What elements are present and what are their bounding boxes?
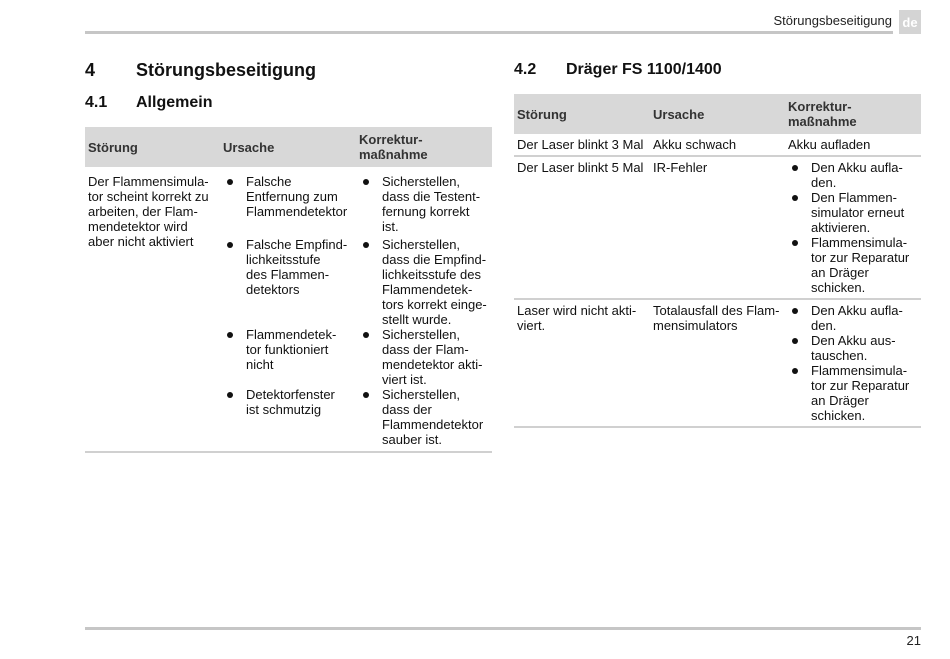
cause-cell [220,327,356,387]
remedy-item: Den Flammen- simulator erneut aktivieren. [788,190,918,235]
column-header-remedy: Korrektur- maßnahme [785,94,921,134]
troubleshooting-table-fs1100 [514,94,921,428]
table-row [85,167,492,237]
remedy-cell: Akku aufladen [788,137,871,152]
cause-item: Falsche Empfind- lichkeitsstufe des Flammen- detektors [223,237,353,297]
section-number: 4 [85,60,96,80]
cause-cell [220,167,356,237]
remedy-cell [356,237,492,327]
remedy-item: Sicherstellen, dass der Flam- mendetektor akti- viert ist. [359,327,489,387]
table-header-row [85,127,492,167]
table-row [514,134,921,156]
section-number: 4.1 [85,94,108,111]
section-title: Allgemein [136,94,213,111]
header-rule [85,31,893,34]
remedy-cell [356,327,492,387]
section-title: Dräger FS 1100/1400 [566,61,722,78]
footer-rule [85,627,921,630]
table-header-row [514,94,921,134]
cause-item: Detektorfenster ist schmutzig [223,387,353,417]
remedy-cell [785,156,921,299]
problem-cell: Der Laser blinkt 5 Mal [517,160,644,175]
cause-cell [220,387,356,452]
language-badge: de [899,10,921,34]
table-row [514,156,921,299]
cause-item: Falsche Entfernung zum Flammendetektor [223,174,353,219]
remedy-item: Sicherstellen, dass der Flammendetektor sauber ist. [359,387,489,447]
section-4-2-heading [514,61,934,83]
remedy-item: Den Akku aufla- den. [788,160,918,190]
section-number: 4.2 [514,61,537,78]
column-header-remedy: Korrektur- maßnahme [356,127,492,167]
remedy-item: Flammensimula- tor zur Reparatur an Dräger schicken. [788,235,918,295]
remedy-cell [356,387,492,452]
table-row [514,299,921,427]
remedy-item: Sicherstellen, dass die Empfind- lichkeitsstufe des Flammendetek- tors korrekt einge- stellt wurde. [359,237,489,327]
section-title: Störungsbeseitigung [136,60,316,80]
remedy-item: Den Akku aus- tauschen. [788,333,918,363]
column-header-problem: Störung [514,94,650,134]
column-header-problem: Störung [85,127,220,167]
troubleshooting-table-general [85,127,492,453]
remedy-item: Sicherstellen, dass die Testent- fernung korrekt ist. [359,174,489,234]
column-header-cause: Ursache [220,127,356,167]
problem-cell: Laser wird nicht akti- viert. [517,303,637,333]
section-4-1-heading [85,94,505,116]
cause-cell [220,237,356,327]
cause-cell: Totalausfall des Flam- mensimulators [653,303,780,333]
problem-cell: Der Laser blinkt 3 Mal [517,137,644,152]
page-number: 21 [906,633,921,648]
cause-cell: Akku schwach [653,137,737,152]
remedy-item: Den Akku aufla- den. [788,303,918,333]
header-title: Störungsbeseitigung [773,13,892,28]
cause-item: Flammendetek- tor funktioniert nicht [223,327,353,372]
column-header-cause: Ursache [650,94,785,134]
remedy-cell [785,299,921,427]
remedy-cell [356,167,492,237]
problem-cell: Der Flammensimula- tor scheint korrekt zu arbeiten, der Flam- mendetektor wird aber nicht aktiviert [88,174,209,249]
cause-cell: IR-Fehler [653,160,708,175]
remedy-item: Flammensimula- tor zur Reparatur an Dräger schicken. [788,363,918,423]
section-4-heading [85,60,505,84]
